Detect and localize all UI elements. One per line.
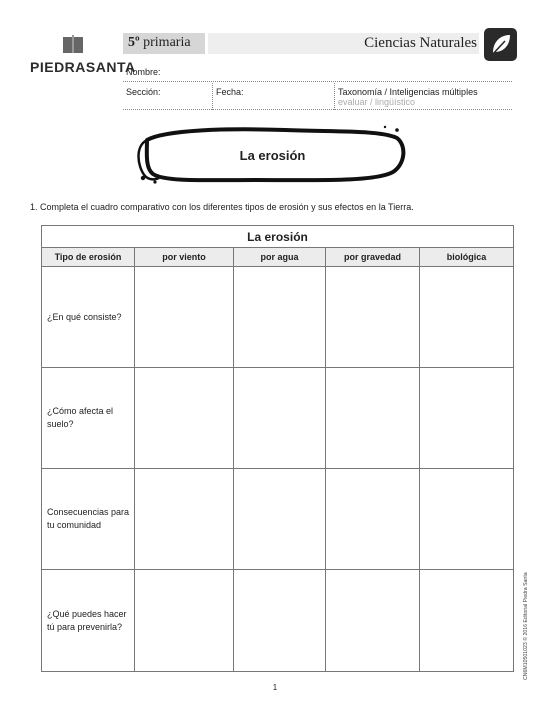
row-label-line: tu comunidad [47, 520, 102, 530]
page-number: 1 [272, 683, 278, 692]
answer-cell[interactable] [135, 368, 234, 469]
page-title: La erosión [239, 148, 306, 163]
publisher-logo: PIEDRASANTA [30, 59, 136, 75]
row-label-line: ¿Cómo afecta el [47, 406, 114, 416]
answer-cell[interactable] [135, 570, 234, 672]
seccion-label: Sección: [126, 87, 161, 97]
leaf-icon [483, 27, 518, 62]
answer-cell[interactable] [420, 570, 514, 672]
column-header: Tipo de erosión [42, 248, 135, 267]
answer-cell[interactable] [135, 469, 234, 570]
answer-cell[interactable] [234, 469, 326, 570]
instruction-text: 1. Completa el cuadro comparativo con los diferentes tipos de erosión y sus efectos en la Tierra. [30, 202, 414, 212]
row-label [42, 469, 135, 570]
answer-cell[interactable] [326, 368, 420, 469]
column-header: por agua [234, 248, 326, 267]
form-bottom-line [123, 109, 512, 110]
answer-cell[interactable] [420, 267, 514, 368]
row-label [42, 267, 135, 368]
book-logo-icon [62, 33, 84, 55]
answer-cell[interactable] [420, 368, 514, 469]
taxonomy-sub: evaluar / lingüístico [338, 97, 416, 107]
field-divider [334, 83, 335, 110]
nombre-line [123, 81, 512, 82]
table-row [42, 267, 514, 368]
grade-label [128, 35, 191, 51]
grade-number: 5º [128, 35, 140, 50]
row-label [42, 570, 135, 672]
table-row [42, 570, 514, 672]
copyright-text: CN6M10501023 © 2016 Editorial Piedra Santa [523, 572, 529, 680]
table-row [42, 368, 514, 469]
subject-title: Ciencias Naturales [364, 35, 477, 51]
column-header: biológica [420, 248, 514, 267]
column-header: por gravedad [326, 248, 420, 267]
row-label-line: tú para prevenirla? [47, 621, 123, 632]
answer-cell[interactable] [234, 368, 326, 469]
answer-cell[interactable] [234, 570, 326, 672]
table-header-row [42, 248, 514, 267]
table-row [42, 469, 514, 570]
answer-cell[interactable] [135, 267, 234, 368]
answer-cell[interactable] [420, 469, 514, 570]
row-label-line: ¿Qué puedes hacer [47, 608, 127, 619]
nombre-label: Nombre: [126, 67, 161, 77]
answer-cell[interactable] [234, 267, 326, 368]
row-label-line: ¿En qué consiste? [47, 311, 122, 322]
taxonomy-label: Taxonomía / Inteligencias múltiples [338, 87, 478, 97]
comparison-table [41, 225, 514, 672]
fecha-label: Fecha: [216, 87, 244, 97]
answer-cell[interactable] [326, 267, 420, 368]
copyright-note [520, 550, 530, 680]
grade-suffix: primaria [143, 35, 191, 50]
column-header: por viento [135, 248, 234, 267]
row-label [42, 368, 135, 469]
row-label-line: Consecuencias para [47, 507, 130, 517]
answer-cell[interactable] [326, 570, 420, 672]
row-label-line: suelo? [47, 419, 74, 429]
field-divider [212, 83, 213, 110]
table-title: La erosión [42, 226, 514, 248]
answer-cell[interactable] [326, 469, 420, 570]
